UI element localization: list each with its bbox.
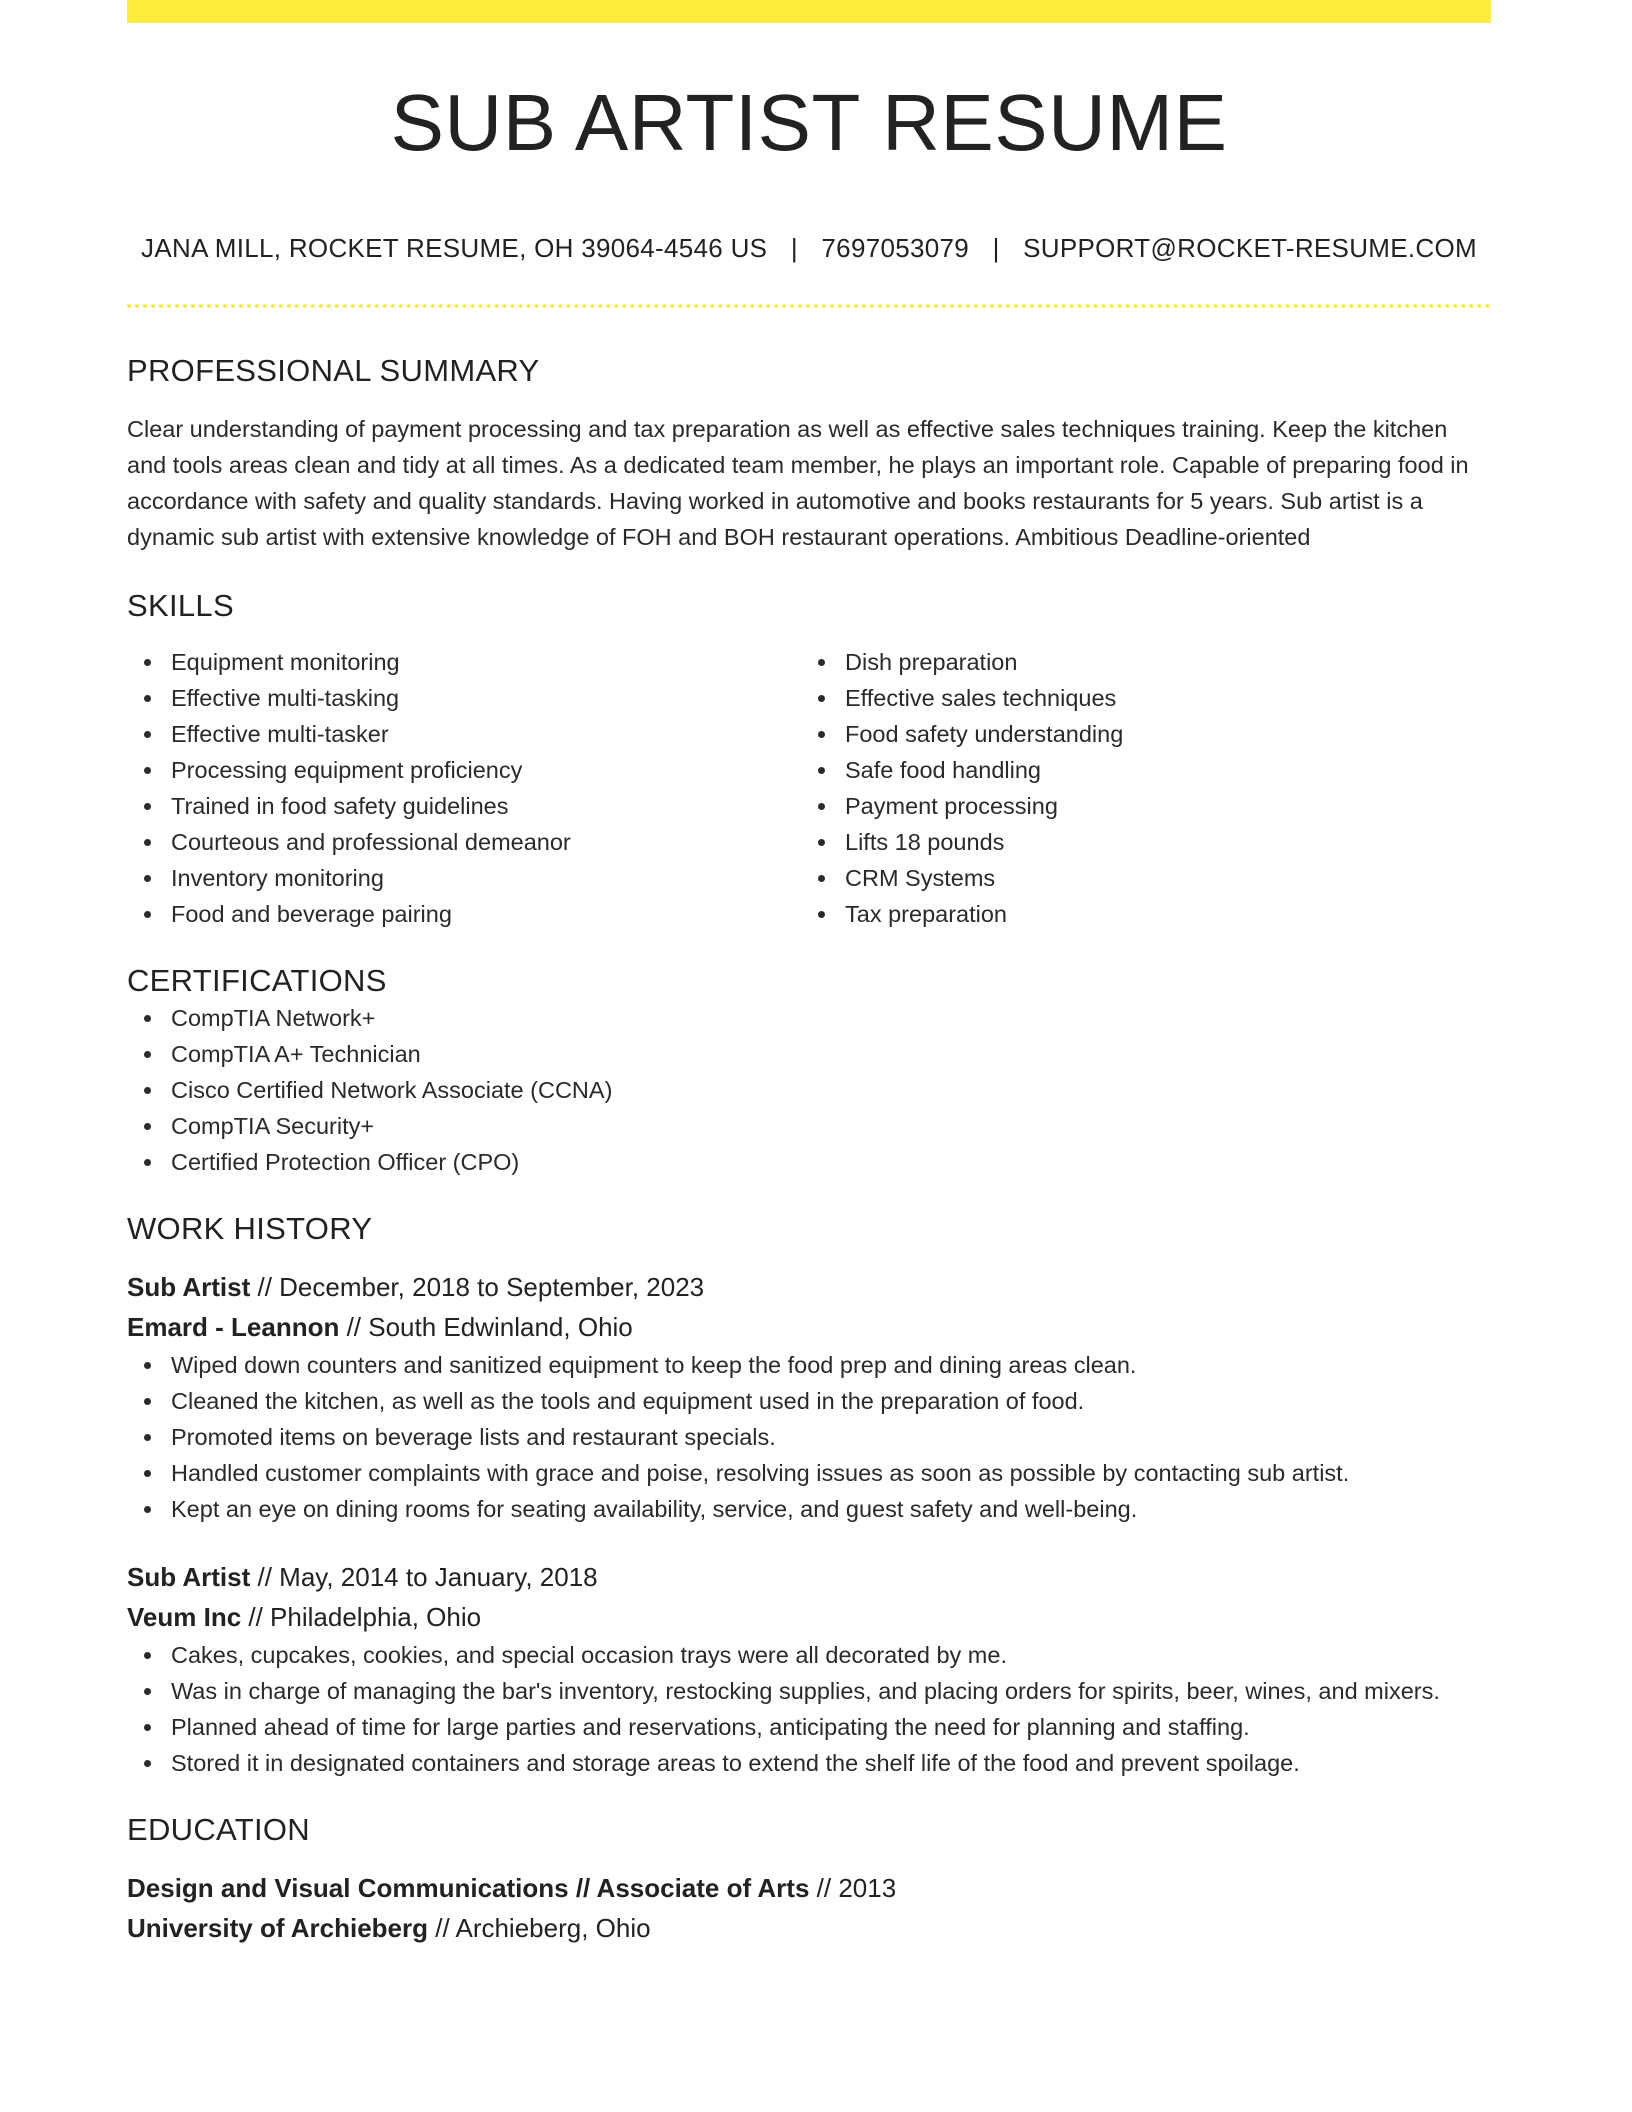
- job-entry: [127, 1267, 1491, 1527]
- job-bullet: Was in charge of managing the bar's inventory, restocking supplies, and placing orders for spirits, beer, wines, and mixers.: [127, 1673, 1491, 1709]
- work-history-heading: WORK HISTORY: [127, 1210, 373, 1246]
- certifications-heading: CERTIFICATIONS: [127, 963, 387, 999]
- skills-heading: SKILLS: [127, 588, 234, 624]
- accent-bar: [127, 0, 1491, 23]
- job-company-line: [127, 1307, 1491, 1347]
- skill-item: Dish preparation: [801, 644, 1475, 680]
- skill-item: Processing equipment proficiency: [127, 752, 801, 788]
- job-dates: // May, 2014 to January, 2018: [250, 1561, 598, 1592]
- skills-list-left: [127, 644, 801, 932]
- summary-text: Clear understanding of payment processing and tax preparation as well as effective sales techniques training. Keep the kitchen and tools areas clean and tidy at all times. As a dedicated team member, he plays an important role. Capable of preparing food in accordance with safety and quality standards. Having worked in automotive and books restaurants for 5 years. Sub artist is a dynamic sub artist with extensive knowledge of FOH and BOH restaurant operations. Ambitious Deadline-oriented: [127, 416, 1469, 551]
- education-entry: [127, 1868, 1491, 1948]
- contact-address: JANA MILL, ROCKET RESUME, OH 39064-4546 US: [141, 233, 768, 263]
- job-title: Sub Artist: [127, 1271, 251, 1302]
- job-bullet: Wiped down counters and sanitized equipment to keep the food prep and dining areas clean.: [127, 1347, 1491, 1383]
- education-heading: EDUCATION: [127, 1811, 310, 1847]
- skills-column-right: [801, 644, 1475, 932]
- certification-item: CompTIA Security+: [127, 1108, 1491, 1144]
- job-bullet: Handled customer complaints with grace and poise, resolving issues as soon as possible by contacting sub artist.: [127, 1455, 1491, 1491]
- skill-item: Effective sales techniques: [801, 680, 1475, 716]
- job-title: Sub Artist: [127, 1561, 251, 1592]
- skill-item: Food and beverage pairing: [127, 896, 801, 932]
- job-location: // Philadelphia, Ohio: [241, 1601, 482, 1632]
- certification-item: CompTIA Network+: [127, 1000, 1491, 1036]
- job-bullet: Promoted items on beverage lists and restaurant specials.: [127, 1419, 1491, 1455]
- job-company: Emard - Leannon: [127, 1311, 340, 1342]
- job-dates: // December, 2018 to September, 2023: [250, 1271, 705, 1302]
- skill-item: CRM Systems: [801, 860, 1475, 896]
- education-school: University of Archieberg: [127, 1912, 429, 1943]
- contact-line: [127, 233, 1491, 264]
- skills-grid: [127, 644, 1491, 932]
- job-title-line: [127, 1557, 1491, 1597]
- skill-item: Tax preparation: [801, 896, 1475, 932]
- education-year: // 2013: [809, 1872, 897, 1903]
- certification-item: CompTIA A+ Technician: [127, 1036, 1491, 1072]
- skill-item: Inventory monitoring: [127, 860, 801, 896]
- certifications-list: [127, 1000, 1491, 1180]
- dotted-divider: [127, 304, 1491, 308]
- skills-list-right: [801, 644, 1475, 932]
- skill-item: Payment processing: [801, 788, 1475, 824]
- job-bullet: Planned ahead of time for large parties and reservations, anticipating the need for planning and staffing.: [127, 1709, 1491, 1745]
- job-company: Veum Inc: [127, 1601, 242, 1632]
- education-school-line: [127, 1908, 1491, 1948]
- certification-item: Cisco Certified Network Associate (CCNA): [127, 1072, 1491, 1108]
- job-bullet: Cakes, cupcakes, cookies, and special occasion trays were all decorated by me.: [127, 1637, 1491, 1673]
- skill-item: Effective multi-tasking: [127, 680, 801, 716]
- job-bullets: [127, 1347, 1491, 1527]
- skill-item: Lifts 18 pounds: [801, 824, 1475, 860]
- skill-item: Courteous and professional demeanor: [127, 824, 801, 860]
- skills-column-left: [127, 644, 801, 932]
- skill-item: Food safety understanding: [801, 716, 1475, 752]
- job-entry: [127, 1557, 1491, 1781]
- education-location: // Archieberg, Ohio: [428, 1912, 651, 1943]
- job-location: // South Edwinland, Ohio: [339, 1311, 633, 1342]
- skill-item: Equipment monitoring: [127, 644, 801, 680]
- certification-item: Certified Protection Officer (CPO): [127, 1144, 1491, 1180]
- resume-title: SUB ARTIST RESUME: [390, 78, 1228, 167]
- contact-email: SUPPORT@ROCKET-RESUME.COM: [1023, 233, 1477, 263]
- job-title-line: [127, 1267, 1491, 1307]
- skill-item: Safe food handling: [801, 752, 1475, 788]
- job-bullet: Cleaned the kitchen, as well as the tools and equipment used in the preparation of food.: [127, 1383, 1491, 1419]
- resume-page: [127, 0, 1491, 1948]
- contact-phone: 7697053079: [821, 233, 970, 263]
- education-degree-line: [127, 1868, 1491, 1908]
- job-company-line: [127, 1597, 1491, 1637]
- contact-separator: |: [992, 233, 1000, 263]
- job-bullets: [127, 1637, 1491, 1781]
- contact-separator: |: [790, 233, 798, 263]
- skill-item: Effective multi-tasker: [127, 716, 801, 752]
- job-bullet: Stored it in designated containers and storage areas to extend the shelf life of the food and prevent spoilage.: [127, 1745, 1491, 1781]
- education-degree: Design and Visual Communications // Associate of Arts: [127, 1872, 810, 1903]
- skill-item: Trained in food safety guidelines: [127, 788, 801, 824]
- summary-heading: PROFESSIONAL SUMMARY: [127, 353, 540, 388]
- job-bullet: Kept an eye on dining rooms for seating availability, service, and guest safety and well-being.: [127, 1491, 1491, 1527]
